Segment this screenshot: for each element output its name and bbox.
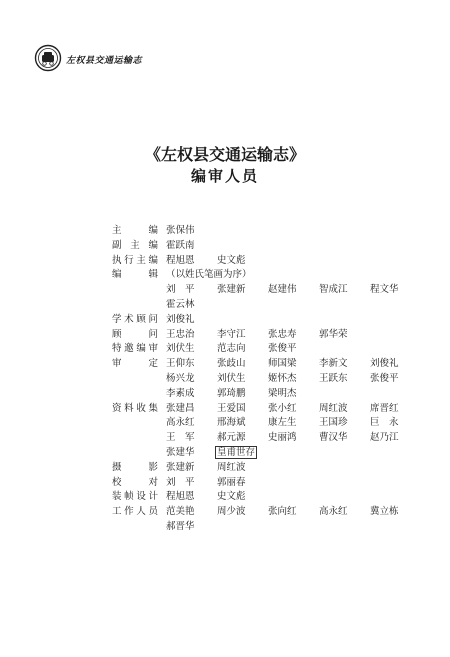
name-list: [158, 476, 432, 491]
person-name: （以姓氏笔画为序）: [166, 269, 252, 281]
person-name: 姬怀杰: [268, 372, 297, 384]
name-line: [166, 490, 432, 505]
roster-row: [112, 402, 432, 461]
person-name: 范志向: [217, 343, 246, 355]
name-list: [158, 254, 432, 269]
name-line: [166, 239, 432, 254]
name-line: [166, 372, 432, 387]
person-name: 席晋红: [370, 402, 399, 414]
role-label: 审 定: [112, 358, 158, 370]
name-line: [166, 254, 432, 269]
person-name: 郭琦鹏: [217, 387, 246, 399]
logo-icon: [34, 44, 62, 72]
boxed-name: 皇甫世存: [217, 446, 256, 458]
roster-row: [112, 239, 432, 254]
role-label: 摄 影: [112, 461, 158, 473]
person-name: 梁明杰: [268, 387, 297, 399]
person-name: 刘 平: [166, 476, 195, 488]
name-line: [166, 402, 432, 417]
person-name: 郭丽春: [217, 476, 246, 488]
name-list: [158, 342, 432, 357]
person-name: 程文华: [370, 284, 399, 296]
person-name: 高永红: [166, 417, 195, 429]
person-name: 张建昌: [166, 402, 195, 414]
person-name: 郭华荣: [319, 328, 348, 340]
person-name: 刘俊礼: [166, 313, 195, 325]
person-name: 智成江: [319, 284, 348, 296]
header-text: 左权县交通运输志: [66, 56, 143, 66]
roster-row: [112, 268, 432, 312]
name-line: [166, 505, 432, 520]
roster-row: [112, 313, 432, 328]
page-header: [34, 44, 142, 72]
role-label: 校 对: [112, 476, 158, 488]
person-name: 史文彪: [217, 491, 246, 503]
person-name: 赵建伟: [268, 284, 297, 296]
person-name: 霍云林: [166, 298, 195, 310]
roster-row: [112, 357, 432, 401]
name-line: [166, 268, 432, 283]
name-line: [166, 431, 432, 446]
name-list: [158, 313, 432, 328]
name-line: [166, 461, 432, 476]
person-name: 王跃东: [319, 372, 348, 384]
person-name: 程旭恩: [166, 254, 195, 266]
person-name: 张向红: [268, 506, 297, 518]
name-line: [166, 328, 432, 343]
person-name: [217, 446, 268, 461]
roster-row: [112, 505, 432, 535]
name-list: [158, 239, 432, 254]
person-name: 刘伏生: [166, 343, 195, 355]
role-label: 资料收集: [112, 402, 158, 414]
person-name: 郝晋华: [166, 520, 195, 532]
person-name: 张忠寿: [268, 328, 297, 340]
section-subtitle: 编审人员: [190, 167, 259, 185]
person-name: 张俊平: [268, 343, 297, 355]
name-list: [158, 328, 432, 343]
person-name: 周少波: [217, 506, 246, 518]
role-label: 副主编: [112, 239, 158, 251]
roster-row: [112, 342, 432, 357]
person-name: 程旭恩: [166, 491, 195, 503]
person-name: 康左生: [268, 417, 297, 429]
role-label: 顾 问: [112, 328, 158, 340]
roster-row: [112, 328, 432, 343]
book-title: 《左权县交通运输志》: [144, 145, 305, 164]
person-name: 刘 平: [166, 284, 195, 296]
person-name: 杨兴龙: [166, 372, 195, 384]
name-list: [158, 505, 432, 535]
name-line: [166, 387, 432, 402]
name-list: [158, 490, 432, 505]
person-name: 张建新: [166, 461, 195, 473]
person-name: 赵乃江: [370, 432, 399, 444]
role-label: 编 辑: [112, 269, 158, 281]
person-name: 王国珍: [319, 417, 348, 429]
person-name: 冀立栋: [370, 506, 399, 518]
roster-row: [112, 254, 432, 269]
person-name: 张小红: [268, 402, 297, 414]
person-name: 刘伏生: [217, 372, 246, 384]
name-line: [166, 476, 432, 491]
role-label: 工作人员: [112, 506, 158, 518]
person-name: 王爱国: [217, 402, 246, 414]
name-line: [166, 342, 432, 357]
name-list: [158, 402, 432, 461]
name-line: [166, 520, 432, 535]
person-name: 巨 永: [370, 417, 399, 429]
person-name: 郝元源: [217, 432, 246, 444]
role-label: 特邀编审: [112, 343, 158, 355]
person-name: 曹汉华: [319, 432, 348, 444]
staff-roster: [112, 224, 432, 535]
person-name: 王仰东: [166, 358, 195, 370]
person-name: 张保伟: [166, 225, 195, 236]
roster-row: [112, 461, 432, 476]
person-name: 王 军: [166, 432, 195, 444]
name-list: [158, 224, 432, 239]
person-name: 李素成: [166, 387, 195, 399]
name-line: [166, 283, 432, 298]
role-label: 学术顾问: [112, 313, 158, 325]
person-name: 李守江: [217, 328, 246, 340]
person-name: 史丽鸿: [268, 432, 297, 444]
person-name: 史文彪: [217, 254, 246, 266]
person-name: 霍跃南: [166, 239, 195, 251]
roster-row: [112, 490, 432, 505]
name-line: [166, 357, 432, 372]
person-name: 高永红: [319, 506, 348, 518]
name-line: [166, 224, 432, 239]
roster-row: [112, 224, 432, 239]
person-name: 周红波: [217, 461, 246, 473]
person-name: 张建华: [166, 446, 195, 458]
name-list: [158, 461, 432, 476]
person-name: 师国梁: [268, 358, 297, 370]
name-line: [166, 446, 432, 461]
name-list: [158, 268, 432, 312]
name-list: [158, 357, 432, 401]
role-label: 主 编: [112, 225, 158, 236]
person-name: 周红波: [319, 402, 348, 414]
person-name: 张歧山: [217, 358, 246, 370]
person-name: 张建新: [217, 284, 246, 296]
name-line: [166, 313, 432, 328]
person-name: 张俊平: [370, 372, 399, 384]
person-name: 刘俊礼: [370, 358, 399, 370]
role-label: 执行主编: [112, 254, 158, 266]
role-label: 装帧设计: [112, 491, 158, 503]
person-name: 王忠治: [166, 328, 195, 340]
person-name: 邢海斌: [217, 417, 246, 429]
person-name: 李新文: [319, 358, 348, 370]
name-line: [166, 298, 432, 313]
name-line: [166, 416, 432, 431]
person-name: 范美艳: [166, 506, 195, 518]
roster-row: [112, 476, 432, 491]
